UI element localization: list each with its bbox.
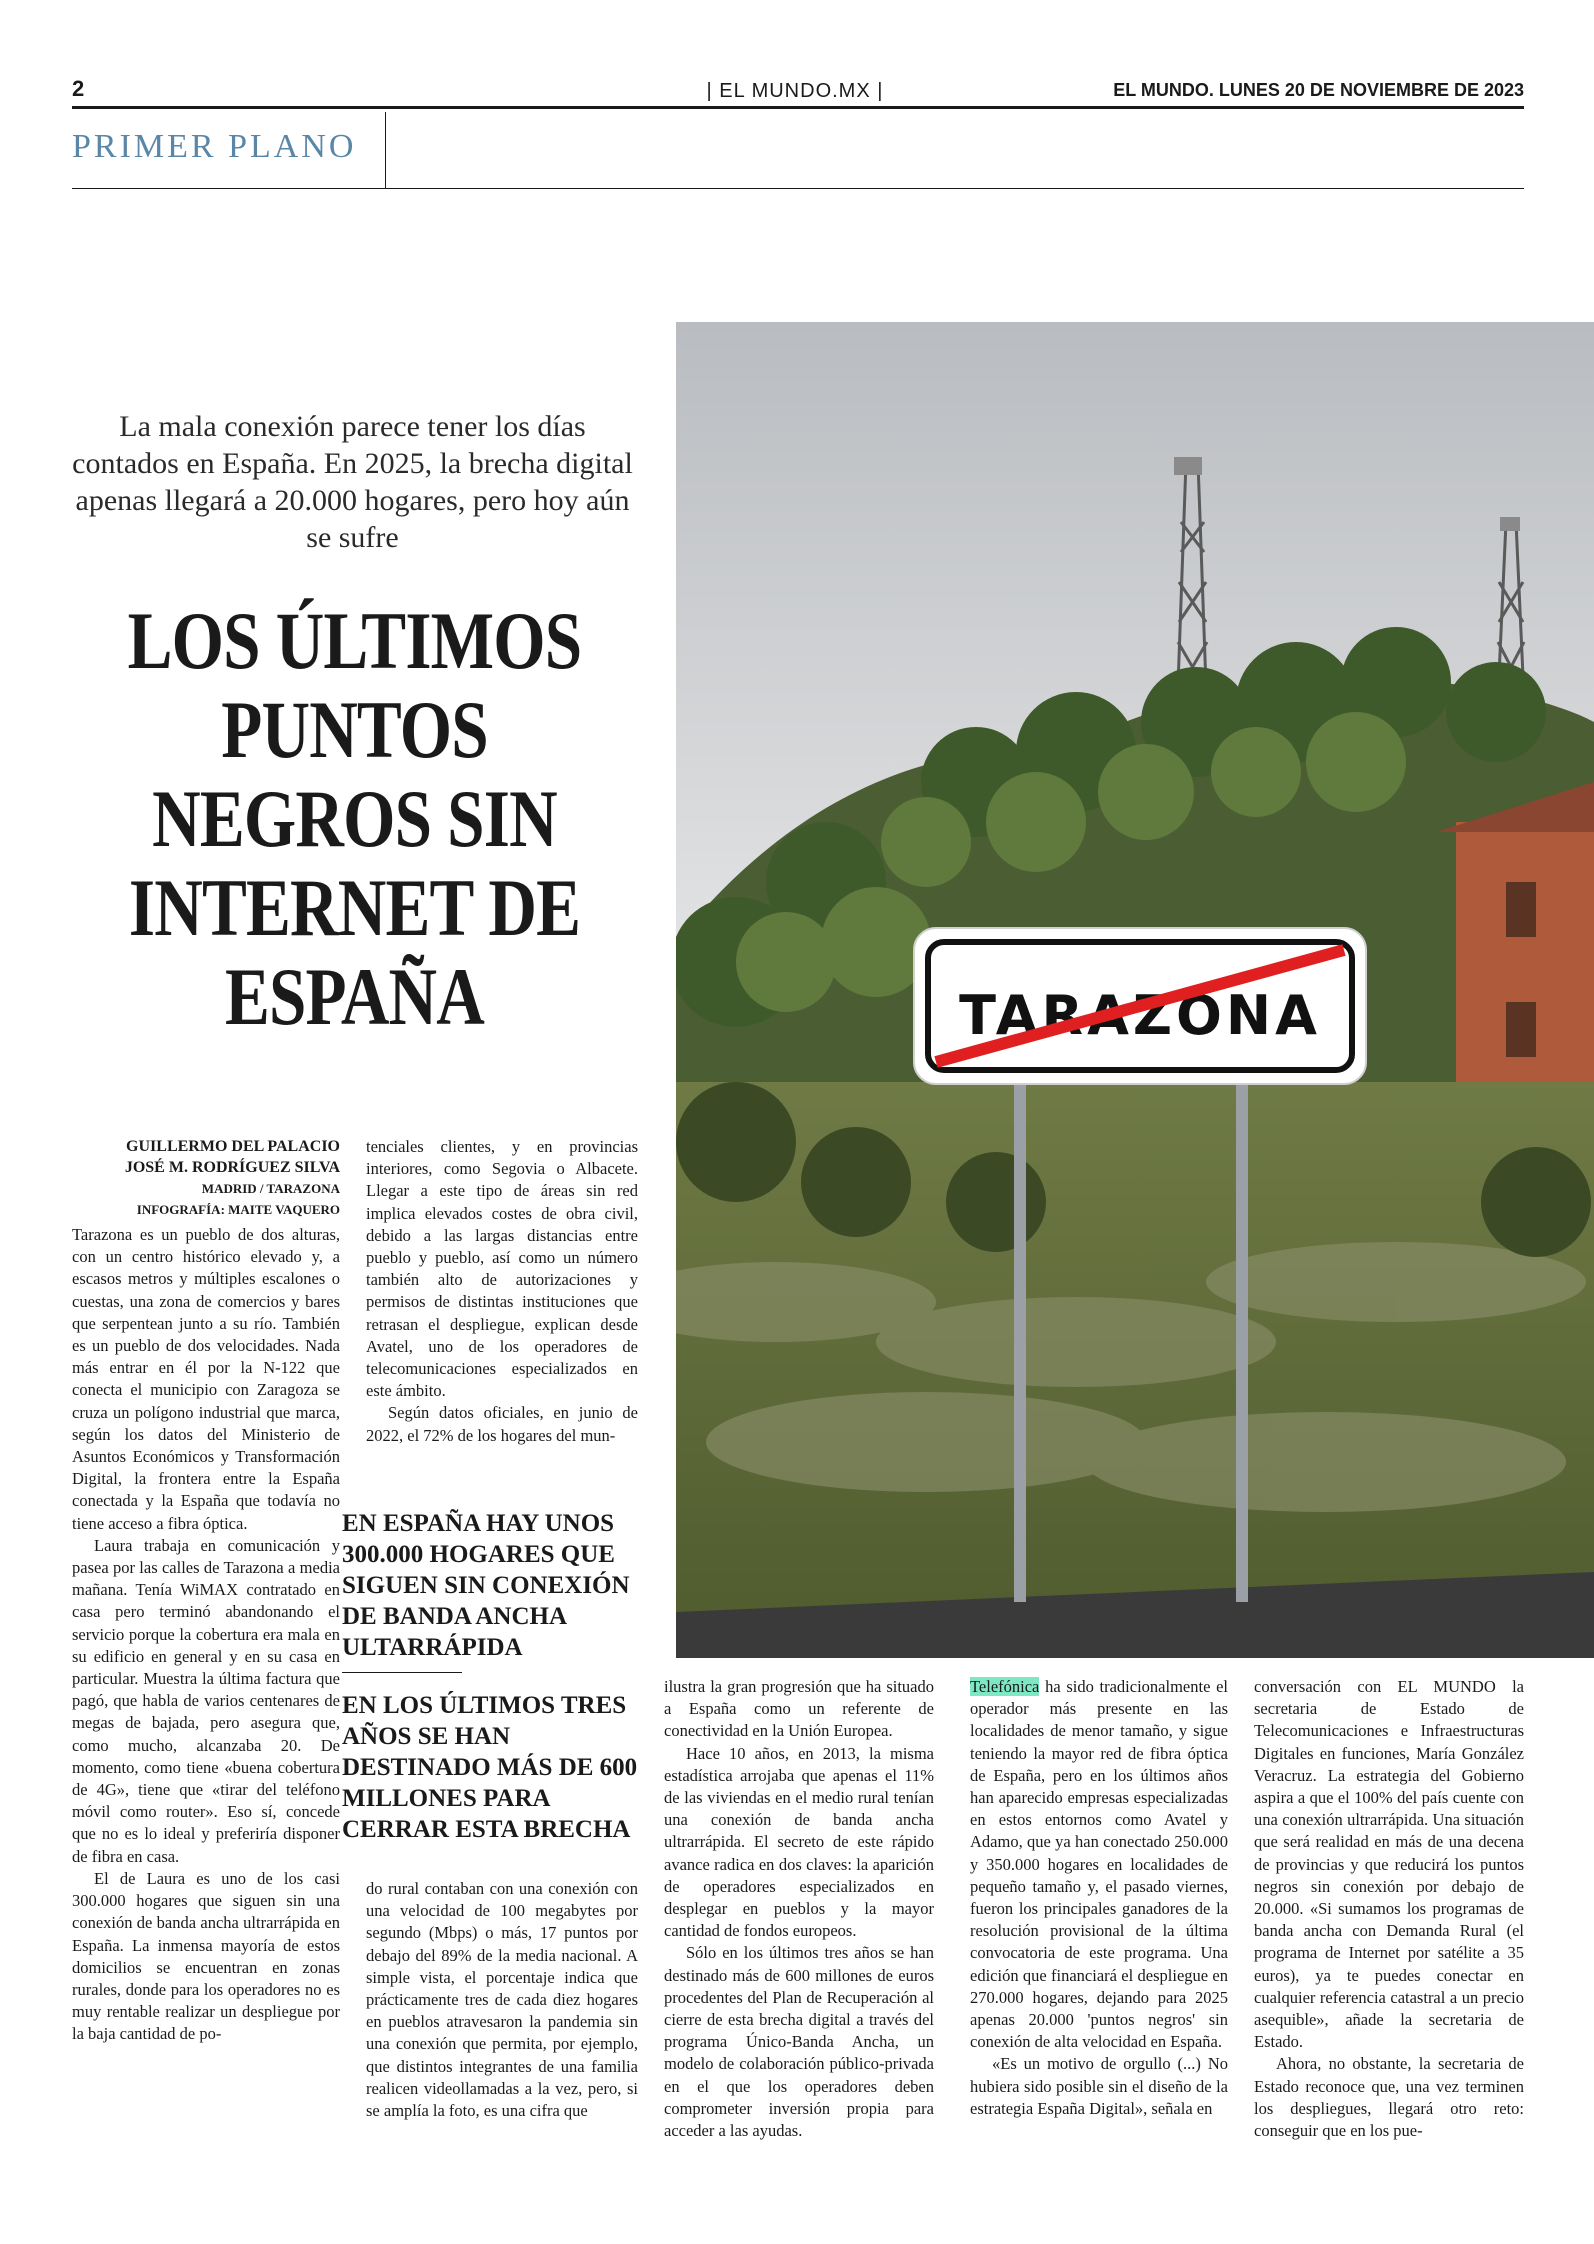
article-column-4 [970,1676,1228,2120]
byline-location: MADRID / TARAZONA [201,1181,340,1196]
headline-line: ESPAÑA [224,951,485,1042]
section-divider [385,112,386,188]
paragraph: Laura trabaja en comunicación y pasea por las calles de Tarazona a media mañana. Tenía WiMAX contratado en casa pero terminó abandonando el servicio porque la cobertura era mala en su edificio en general y en su casa en particular. Muestra la última factura que pagó, que habla de varios centenares de megas de bajada, pero asegura que, como mucho, alcanzaba 20. De momento, como tiene «buena cobertura de 4G», tiene que «tirar del teléfono móvil como router». Eso sí, concede que no es lo ideal y preferiría disponer de fibra en casa. [72,1535,340,1866]
section-rule [72,188,1524,189]
section-label: PRIMER PLANO [72,128,357,165]
article-column-3 [664,1676,934,2142]
paragraph: «Es un motivo de orgullo (...) No hubiera sido posible sin el diseño de la estrategia España Digital», señala en [970,2054,1228,2118]
paragraph: Tarazona es un pueblo de dos alturas, con un centro histórico elevado y, a escasos metros y múltiples escalones o cuestas, una zona de comercios y bares que serpentean junto a su río. También es un pueblo de dos velocidades. Nada más entrar en él por la N-122 que conecta el municipio con Zaragoza se cruza un polígono industrial que marca, según los datos del Ministerio de Asuntos Económicos y Transformación Digital, la frontera entre la España conectada y la España que todavía no tiene acceso a fibra óptica. [72,1225,340,1533]
paragraph [970,1676,1228,2053]
headline-line: PUNTOS [221,684,488,775]
headline-line: LOS ÚLTIMOS [127,595,582,686]
article-column-1 [72,1224,340,2046]
paragraph: tenciales clientes, y en provincias interiores, como Segovia o Albacete. Llegar a este tipo de áreas sin red implica elevados costes de obra civil, debido a las largas distancias entre pueblo y pueblo, así como un número también alto de autorizaciones y permisos de distintas instituciones que retrasan el despliegue, explican desde Avatel, uno de los operadores de telecomunicaciones especializados en este ámbito. [366,1137,638,1401]
pull-quote-rule [342,1672,462,1673]
headline-line: NEGROS SIN [152,773,557,864]
article-column-2-bottom [366,1878,638,2122]
header-rule [72,106,1524,109]
headline-line: INTERNET DE [128,862,581,953]
article-column-2-top [366,1136,638,1447]
page-number: 2 [72,76,85,101]
article-deck: La mala conexión parece tener los días contados en España. En 2025, la brecha digital apenas llegará a 20.000 hogares, pero hoy aún se sufre [72,410,633,554]
paragraph: ilustra la gran progresión que ha situado a España como un referente de conectividad en la Unión Europea. [664,1677,934,1741]
pull-quote: EN ESPAÑA HAY UNOS 300.000 HOGARES QUE SIGUEN SIN CONEXIÓN DE BANDA ANCHA ULTARRÁPIDA [342,1510,630,1661]
paragraph: Ahora, no obstante, la secretaria de Estado reconoce que, una vez terminen los despliegues, llegará otro reto: conseguir que en los pue- [1254,2054,1524,2141]
byline-author: GUILLERMO DEL PALACIO [126,1138,340,1155]
paragraph: El de Laura es uno de los casi 300.000 hogares que siguen sin una conexión de banda ancha ultrarrápida en España. La inmensa mayoría de estos domicilios se encuentran en zonas rurales, donde para los operadores no es muy rentable realizar un despliegue por la baja cantidad de po- [72,1868,340,2044]
photo-tarazona-sign [676,322,1594,1658]
byline-credits: INFOGRAFÍA: MAITE VAQUERO [136,1202,340,1217]
highlighted-word: Telefónica [970,1677,1040,1696]
paragraph: Sólo en los últimos tres años se han destinado más de 600 millones de euros procedentes del Plan de Recuperación al cierre de esta brecha digital a través del programa Único-Banda Ancha, un modelo de colaboración público-privada en el que los operadores deben comprometer inversión propia para acceder a las ayudas. [664,1943,934,2141]
byline-author: JOSÉ M. RODRÍGUEZ SILVA [124,1159,340,1176]
paragraph-text: ha sido tradicionalmente el operador más presente en las localidades de menor tamaño, y sigue teniendo la mayor red de fibra óptica de España, pero en los últimos años han aparecido empresas especializadas en estos entornos como Avatel y Adamo, que ya han conectado 250.000 y 350.000 hogares en localidades de pequeño tamaño y, el pasado viernes, fueron los principales ganadores de la resolución provisional de la última convocatoria de este programa. Una edición que financiará el despliegue en 270.000 hogares, dejando para 2025 apenas 20.000 'puntos negros' sin conexión de alta velocidad en España. [970,1677,1228,2052]
article-headline [115,596,595,1041]
sign-text: TARAZONA [959,984,1321,1047]
article-column-5 [1254,1676,1524,2142]
pull-quote: EN LOS ÚLTIMOS TRES AÑOS SE HAN DESTINADO MÁS DE 600 MILLONES PARA CERRAR ESTA BRECHA [342,1692,638,1843]
dateline: EL MUNDO. LUNES 20 DE NOVIEMBRE DE 2023 [1113,80,1524,100]
paragraph: Según datos oficiales, en junio de 2022, el 72% de los hogares del mun- [366,1403,638,1445]
byline [72,1136,340,1220]
paragraph: do rural contaban con una conexión con una velocidad de 100 megabytes por segundo (Mbps) o más, 17 puntos por debajo del 89% de la media nacional. A simple vista, el porcentaje indica que prácticamente tres de cada diez hogares en pueblos atravesaron la pandemia sin una conexión que permita, por ejemplo, que distintos integrantes de una familia realicen videollamadas a la vez, pero, si se amplía la foto, es una cifra que [366,1879,638,2121]
masthead: | EL MUNDO.MX | [706,80,884,102]
paragraph: Hace 10 años, en 2013, la misma estadística arrojaba que apenas el 11% de las viviendas en el medio rural tenían una conexión de banda ancha ultrarrápida. El secreto de este rápido avance radica en dos claves: la aparición de operadores especializados en desplegar en pueblos y la mayor cantidad de fondos europeos. [664,1743,934,1941]
paragraph: conversación con EL MUNDO la secretaria de Estado de Telecomunicaciones e Infraestructuras Digitales en funciones, María González Veracruz. La estrategia del Gobierno aspira a que el 100% del país cuente con una conexión ultrarrápida. Una situación que será realidad en más de una decena de provincias y que reducirá los puntos negros sin conexión por debajo de 20.000. «Si sumamos los programas de banda ancha con Demanda Rural (el programa de Internet por satélite a 35 euros), ya te puedes conectar en cualquier referencia catastral a un precio asequible», añade la secretaria de Estado. [1254,1677,1524,2052]
